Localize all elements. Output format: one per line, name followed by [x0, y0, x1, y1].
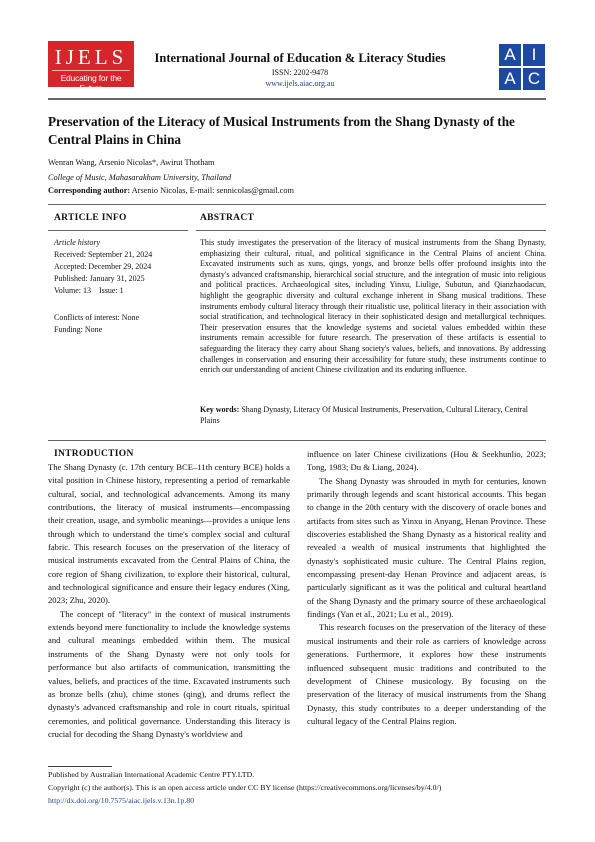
published-date: Published: January 31, 2025: [54, 274, 145, 283]
funding: Funding: None: [54, 325, 103, 334]
accepted-date: Accepted: December 29, 2024: [54, 262, 152, 271]
ijels-logo-divider: [52, 70, 130, 71]
body-column-left: [48, 461, 290, 741]
aiac-letter: A: [499, 44, 521, 66]
corresponding-value: Arsenio Nicolas, E-mail: sennicolas@gmail.com: [130, 186, 295, 195]
aiac-letter: A: [499, 68, 521, 90]
intro-paragraph: The concept of "literacy" in the context of musical instruments extends beyond mere functionality to include the knowledge systems and cultural meanings embedded within them. The musical instruments of the Shang Dynasty were not only tools for performance but also artifacts of communication, transmitting the values, beliefs, and practices of the time. Excavated instruments such as bronze bells (zhu), chime stones (qing), and drums reflect the dynasty's advanced craftsmanship and role in court rituals, spiritual ceremonies, and political governance. Understanding this literacy is crucial for decoding the Shang Dynasty's worldview and: [48, 608, 290, 739]
authors: Wenran Wang, Arsenio Nicolas*, Awirut Thotham: [48, 158, 215, 167]
corresponding-author: [48, 186, 294, 195]
intro-paragraph: This research focuses on the preservation of the literacy of these musical instruments and their role as carriers of knowledge across generations. Furthermore, it explores how these instruments influenced subsequent music traditions and contributed to the development of Chinese musicology. By focusing on the preservation of the literacy of musical instruments from the Shang Dynasty, this study contributes to a deeper understanding of the cultural legacy of the Central Plains region.: [307, 622, 546, 726]
publisher-note: Published by Australian International Academic Centre PTY.LTD.: [48, 770, 255, 779]
abstract-rule: [196, 230, 546, 231]
ijels-logo: [48, 41, 134, 93]
introduction-heading: INTRODUCTION: [54, 449, 134, 459]
article-title: Preservation of the Literacy of Musical Instruments from the Shang Dynasty of the Central Plains in China: [48, 114, 515, 147]
aiac-letter: C: [523, 68, 545, 90]
ijels-logo-text: IJELS: [54, 45, 128, 69]
doi-link[interactable]: http://dx.doi.org/10.7575/aiac.ijels.v.13n.1p.80: [48, 796, 195, 805]
footnote-rule: [48, 766, 112, 767]
issn: ISSN: 2202-9478: [271, 68, 329, 77]
abstract-heading: ABSTRACT: [200, 213, 255, 223]
body-rule: [48, 440, 546, 441]
keywords: [200, 404, 546, 426]
aiac-logo: [499, 44, 545, 90]
journal-title: International Journal of Education & Literacy Studies: [154, 51, 446, 65]
keywords-list: Shang Dynasty, Literacy Of Musical Instruments, Preservation, Cultural Literacy, Central Plains: [200, 405, 528, 425]
volume-issue: Volume: 13 Issue: 1: [54, 286, 124, 295]
intro-paragraph: The Shang Dynasty was shrouded in myth for centuries, known primarily through legends and scant historical accounts. This began to change in the 20th century with the discovery of oracle bones and artifacts from sites such as Yinxu in Anyang, Henan Province. These discoveries established the Shang Dynasty as a historical reality and revealed a wealth of musical instruments that highlighted the dynasty's sophisticated music culture. The Central Plains region, encompassing present-day Henan Province and adjacent areas, is particularly significant as it was the political and cultural heartland of the Shang Dynasty and the primary source of these archaeological findings (Yan et al., 2021; Lu et al., 2019).: [307, 475, 546, 620]
affiliation: College of Music, Mahasarakham University, Thailand: [48, 173, 232, 182]
intro-paragraph: influence on later Chinese civilizations (Hou & Seekhunlio, 2023; Tong, 1983; Du & Liang, 2024).: [307, 449, 546, 473]
journal-url[interactable]: www.ijels.aiac.org.au: [265, 79, 335, 88]
section-rule: [48, 204, 546, 205]
article-info-rule: [48, 230, 188, 231]
article-info-heading: ARTICLE INFO: [54, 213, 127, 223]
received-date: Received: September 21, 2024: [54, 250, 153, 259]
keywords-label: Key words:: [200, 405, 240, 414]
conflicts-of-interest: Conflicts of interest: None: [54, 313, 140, 322]
license-note: Copyright (c) the author(s). This is an open access article under CC BY license (https://creativecommons.org/licenses/by/4.0/): [48, 783, 442, 792]
article-history-label: Article history: [54, 238, 100, 247]
intro-paragraph: The Shang Dynasty (c. 17th century BCE–11th century BCE) holds a vital position in Chinese history, representing a period of remarkable cultural, social, and technological advancements. Among its many contributions, the literacy of musical instruments—encompassing their creation, usage, and symbolic meanings—provides a unique lens through which to understand the time's complex social and cultural fabric. This research focuses on the preservation of the literacy of musical instruments excavated from the Central Plains of China, the core region of Shang civilization, to explore their historical, cultural, and technological significance and ensure their legacy endures (Xing, 2023; Zhu, 2020).: [48, 462, 290, 606]
ijels-logo-tagline: Educating for the Future: [60, 73, 122, 93]
corresponding-label: Corresponding author:: [48, 186, 131, 195]
header-rule: [48, 98, 546, 100]
aiac-letter: I: [523, 44, 545, 66]
abstract-text: This study investigates the preservation of the literacy of musical instruments from the Shang Dynasty, emphasizing their cultural, ritual, and political significance in the Central Plains of ancient China. Excavated instruments such as xuns, qings, yongs, and bronze bells offer profound insights into the dynasty's advanced craftsmanship, hierarchical social structure, and the integration of music into religious and political practices. Archaeological sites, including Yinxu, Liulige, Subutun, and Qianzhaodacun, highlight the geographic diversity and cultural exchange inherent in Shang musical traditions. These instruments embody cultural literacy through their ritualistic use, political literacy in their association with social stratification, and technological literacy in their sophisticated design and metallurgical techniques. Their preservation ensures that the knowledge systems and societal values embedded within these instruments remain accessible for future research. The preservation of these artifacts is essential to safeguarding the literacy they carry about Shang society's values, beliefs, and innovations. By addressing challenges in conservation and ensuring their accessibility for future study, these instruments continue to enrich our understanding of ancient Chinese civilization and its enduring influence.: [200, 238, 546, 375]
body-column-right: [307, 448, 546, 728]
